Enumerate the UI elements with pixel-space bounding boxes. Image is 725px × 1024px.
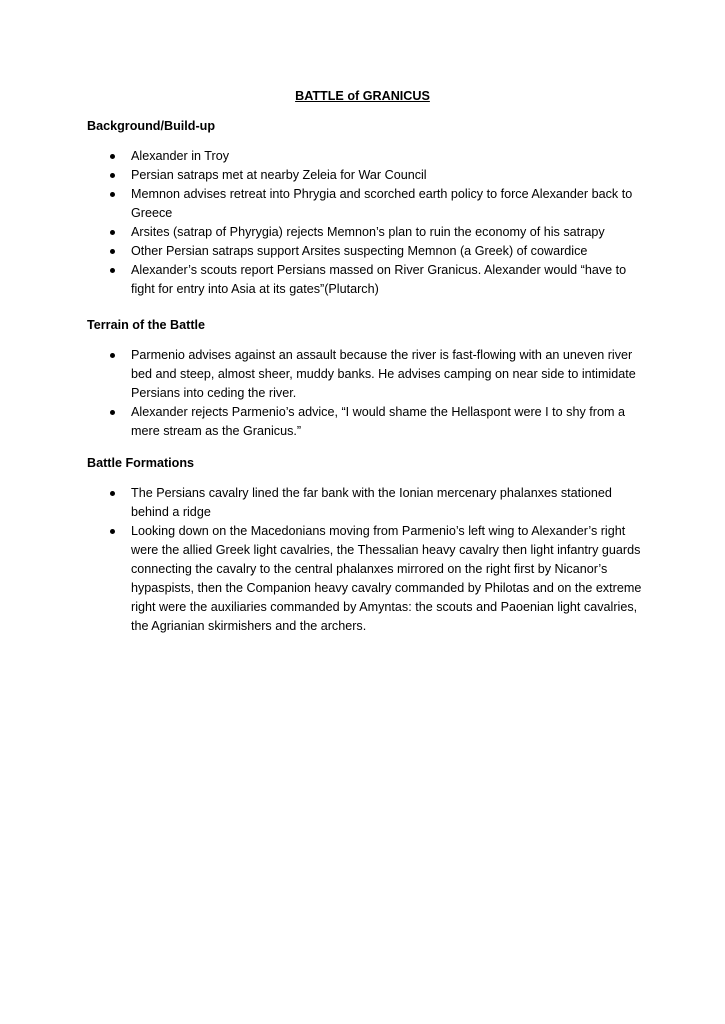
list-item [87, 261, 647, 299]
bullet-icon [110, 410, 115, 415]
list-item [87, 223, 647, 242]
list-item-text: Other Persian satraps support Arsites suspecting Memnon (a Greek) of cowardice [131, 244, 588, 258]
bullet-list [87, 484, 647, 636]
list-item [87, 166, 647, 185]
list-item-text: Alexander’s scouts report Persians massed on River Granicus. Alexander would “have to fight for entry into Asia at its gates”(Plutarch) [131, 263, 627, 296]
list-item-text: Persian satraps met at nearby Zeleia for War Council [131, 168, 427, 182]
section-heading: Terrain of the Battle [87, 318, 206, 332]
bullet-icon [110, 268, 115, 273]
list-item-text: Alexander in Troy [131, 149, 230, 163]
section-background [87, 117, 647, 299]
list-item-text: Parmenio advises against an assault because the river is fast-flowing with an uneven river bed and steep, almost sheer, muddy banks. He advises camping on near side to intimidate Persians into ceding the river. [131, 348, 636, 400]
list-item [87, 242, 647, 261]
section-terrain [87, 316, 647, 441]
list-item-text: Memnon advises retreat into Phrygia and scorched earth policy to force Alexander back to Greece [131, 187, 633, 220]
list-item [87, 185, 647, 223]
list-item-text: Looking down on the Macedonians moving from Parmenio’s left wing to Alexander’s right were the allied Greek light cavalries, the Thessalian heavy cavalry then light infantry guards connecting the cavalry to the central phalanxes mirrored on the right first by Nicanor’s hypaspists, then the Companion heavy cavalry commanded by Philotas and on the extreme right were the auxiliaries commanded by Amyntas: the scouts and Paoenian light cavalries, the Agrianian skirmishers and the archers. [131, 524, 642, 633]
bullet-icon [110, 249, 115, 254]
list-item [87, 147, 647, 166]
list-item [87, 484, 647, 522]
bullet-list [87, 346, 647, 441]
document-title: BATTLE of GRANICUS [295, 89, 430, 103]
bullet-icon [110, 353, 115, 358]
list-item [87, 403, 647, 441]
list-item [87, 522, 647, 636]
bullet-icon [110, 192, 115, 197]
section-heading: Battle Formations [87, 456, 195, 470]
bullet-icon [110, 529, 115, 534]
list-item-text: Alexander rejects Parmenio’s advice, “I would shame the Hellaspont were I to shy from a mere stream as the Granicus.” [131, 405, 625, 438]
list-item-text: Arsites (satrap of Phyrygia) rejects Memnon’s plan to ruin the economy of his satrapy [131, 225, 605, 239]
bullet-icon [110, 154, 115, 159]
bullet-icon [110, 230, 115, 235]
section-battle-formations [87, 454, 647, 636]
list-item [87, 346, 647, 403]
bullet-icon [110, 173, 115, 178]
bullet-icon [110, 491, 115, 496]
bullet-list [87, 147, 647, 299]
section-heading: Background/Build-up [87, 119, 216, 133]
list-item-text: The Persians cavalry lined the far bank with the Ionian mercenary phalanxes stationed behind a ridge [131, 486, 612, 519]
